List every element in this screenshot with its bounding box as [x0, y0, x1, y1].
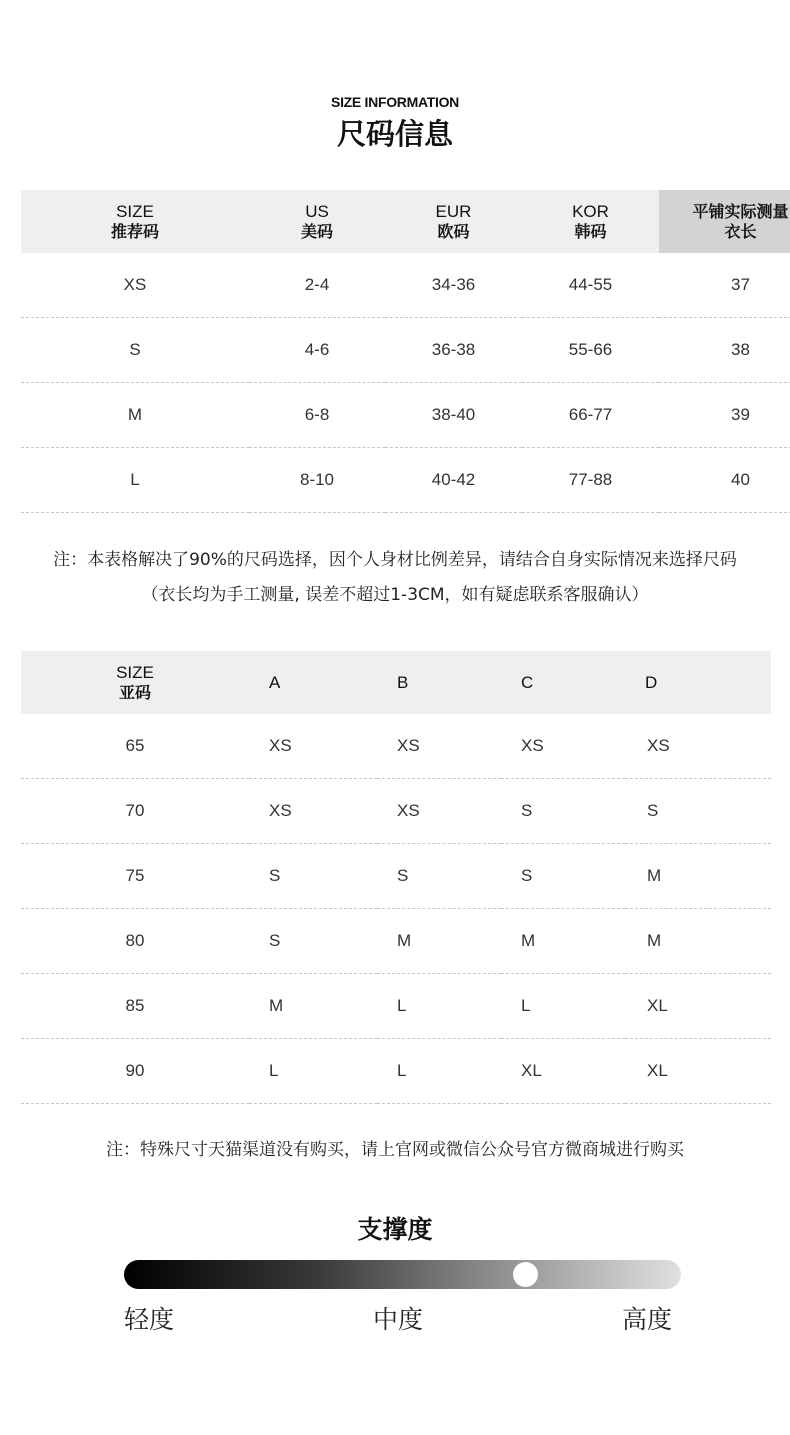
cell: XL: [625, 974, 771, 1039]
cell: 36-38: [385, 318, 522, 383]
cell: L: [21, 448, 249, 513]
cell: 80: [21, 909, 249, 974]
cell: XL: [501, 1039, 625, 1104]
cell: XS: [21, 253, 249, 318]
table-row: [21, 714, 771, 779]
size-note-line1: 注：本表格解决了90%的尺码选择，因个人身材比例差异，请结合自身实际情况来选择尺码: [53, 550, 737, 570]
table-row: [21, 779, 771, 844]
cell: 34-36: [385, 253, 522, 318]
cell: L: [249, 1039, 377, 1104]
cell: M: [377, 909, 501, 974]
cell: 65: [21, 714, 249, 779]
cell: S: [21, 318, 249, 383]
header-b: B: [377, 651, 501, 714]
header-d: D: [625, 651, 771, 714]
cell: XS: [249, 779, 377, 844]
support-title: 支撑度: [357, 1215, 433, 1244]
cell: 37: [659, 253, 790, 318]
cell: XS: [377, 779, 501, 844]
header-c: C: [501, 651, 625, 714]
cell: 39: [659, 383, 790, 448]
cell: 2-4: [249, 253, 385, 318]
header-size: SIZE 推荐码: [21, 190, 249, 253]
cell: M: [625, 909, 771, 974]
table-row: [21, 448, 790, 513]
cell: S: [501, 844, 625, 909]
cell: 66-77: [522, 383, 659, 448]
cell: 85: [21, 974, 249, 1039]
cell: 8-10: [249, 448, 385, 513]
cell: 75: [21, 844, 249, 909]
table-row: [21, 1039, 771, 1104]
header-a: A: [249, 651, 377, 714]
cell: M: [501, 909, 625, 974]
table-row: [21, 383, 790, 448]
cell: S: [249, 909, 377, 974]
header-asian-size: SIZE 亚码: [21, 651, 249, 714]
cell: 40-42: [385, 448, 522, 513]
title-en: SIZE INFORMATION: [331, 94, 459, 110]
cell: XS: [249, 714, 377, 779]
table-row: [21, 974, 771, 1039]
cell: S: [249, 844, 377, 909]
table-row: [21, 318, 790, 383]
cell: 38: [659, 318, 790, 383]
support-label-medium: 中度: [373, 1305, 424, 1334]
table-row: [21, 844, 771, 909]
support-label-light: 轻度: [124, 1305, 175, 1334]
size-table: [21, 190, 790, 513]
header-kor: KOR 韩码: [522, 190, 659, 253]
cell: 90: [21, 1039, 249, 1104]
cell: 6-8: [249, 383, 385, 448]
cup-size-table: [21, 651, 771, 1104]
cell: L: [377, 974, 501, 1039]
cell: XS: [501, 714, 625, 779]
purchase-note: 注：特殊尺寸天猫渠道没有购买，请上官网或微信公众号官方微商城进行购买: [106, 1140, 684, 1160]
cell: 55-66: [522, 318, 659, 383]
cell: M: [21, 383, 249, 448]
support-level-knob: [513, 1262, 538, 1287]
size-note: [0, 543, 790, 613]
cell: M: [249, 974, 377, 1039]
cell: L: [501, 974, 625, 1039]
support-label-high: 高度: [622, 1305, 673, 1334]
cell: M: [625, 844, 771, 909]
cell: 44-55: [522, 253, 659, 318]
cell: XS: [625, 714, 771, 779]
cell: L: [377, 1039, 501, 1104]
cell: XL: [625, 1039, 771, 1104]
header-us: US 美码: [249, 190, 385, 253]
cell: S: [377, 844, 501, 909]
size-note-line2: （衣长均为手工测量, 误差不超过1-3CM，如有疑虑联系客服确认）: [141, 585, 649, 605]
cell: 38-40: [385, 383, 522, 448]
support-level-bar: [124, 1260, 681, 1289]
cell: 40: [659, 448, 790, 513]
table-row: [21, 909, 771, 974]
header-eur: EUR 欧码: [385, 190, 522, 253]
cell: S: [625, 779, 771, 844]
cell: 77-88: [522, 448, 659, 513]
cell: XS: [377, 714, 501, 779]
title-cn: 尺码信息: [336, 117, 453, 151]
cell: S: [501, 779, 625, 844]
table-row: [21, 253, 790, 318]
header-length: 平铺实际测量 衣长: [659, 190, 790, 253]
cell: 4-6: [249, 318, 385, 383]
cell: 70: [21, 779, 249, 844]
